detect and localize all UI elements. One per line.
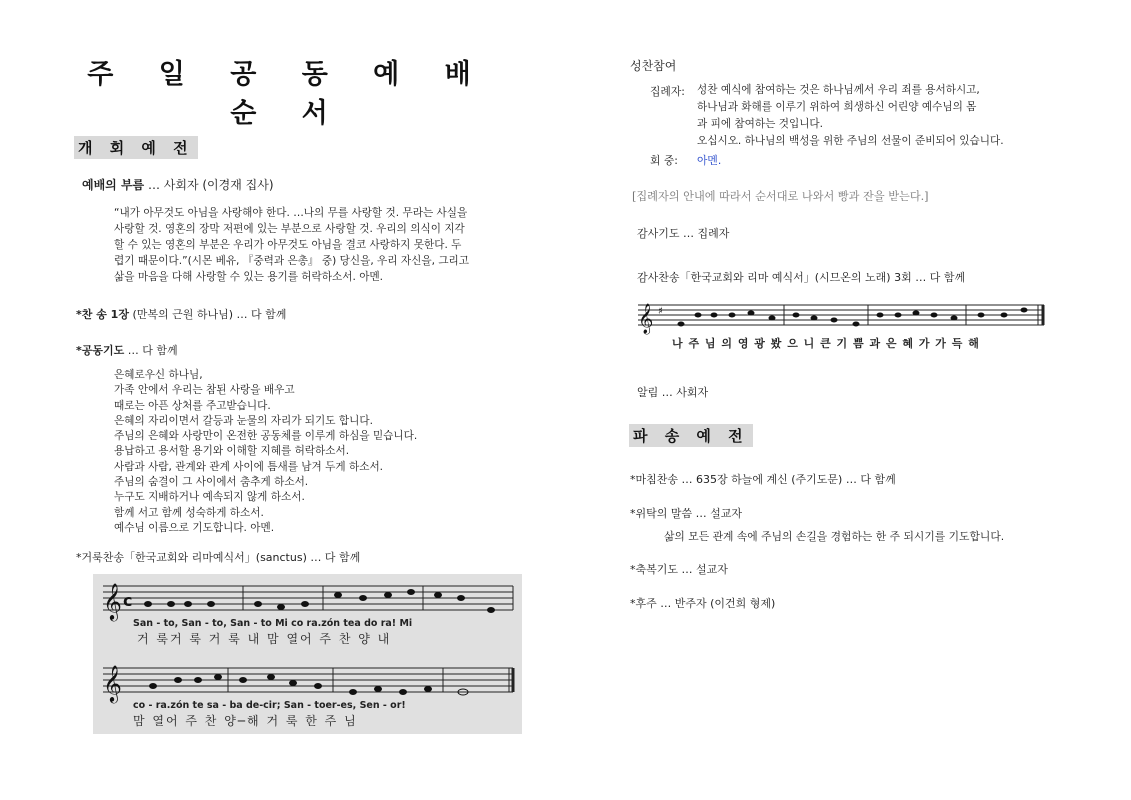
closing-hymn: *마침찬송 … 635장 하늘에 계신 (주기도문) … 다 함께	[630, 473, 896, 486]
svg-text:𝄞: 𝄞	[103, 582, 122, 620]
section-heading-opening: 개 회 예 전	[74, 136, 198, 159]
sanctus-detail: 「한국교회와 리마예식서」(sanctus) … 다 함께	[124, 551, 361, 564]
prayer-detail: … 다 함께	[124, 344, 178, 357]
svg-text:𝄞: 𝄞	[638, 304, 654, 334]
call-to-worship	[82, 176, 274, 193]
prayer-line	[76, 342, 178, 358]
congregation-response: 아멘.	[697, 154, 722, 167]
hymn-label: *찬 송 1장	[76, 308, 129, 321]
prayer-text: 은혜로우신 하나님, 가족 안에서 우리는 참된 사랑을 배우고 때로는 아픈 상처를 주고받습니다. 은혜의 자리이면서 갈등과 눈물의 자리가 되기도 합니다. 주님의 은혜와 사랑만이 온전한 공동체를 이루게 하심을 믿습니다. 용납하고 용서할 용기와 이해할 지혜를 허락하소서. 사람과 사람, 관계와 관계 사이에 틈새를 남겨 두게 하소서. 주님의 숨결이 그 사이에서 춤추게 하소서. 누구도 지배하거나 예속되지 않게 하소서. 함께 서고 함께 성숙하게 하소서. 예수님 이름으로 기도합니다. 아멘.	[114, 369, 418, 534]
opening-quote: “내가 아무것도 아님을 사랑해야 한다. …나의 무를 사랑할 것. 무라는 사실을 사랑할 것. 영혼의 장막 저편에 있는 부분으로 사랑할 것. 우리의 의식이 지각 할 수 있는 영혼의 부분은 우리가 아무것도 아님을 결코 사랑하지 못한다. 두 렵기 때문이다.”(시몬 베유, 『중력과 은총』 중) 당신을, 우리 자신을, 그리고 삶을 마음을 다해 사랑할 수 있는 용기를 허락하소서. 아멘.	[114, 207, 470, 283]
benediction: *축복기도 … 설교자	[630, 563, 728, 576]
simeon-staff	[636, 297, 1046, 337]
commission-line	[630, 505, 742, 521]
hymn-detail: (만복의 근원 하나님) … 다 함께	[128, 308, 287, 321]
sanctus-row1-korean: 거 룩거 룩 거 룩 내 맘 열어 주 찬 양 내	[137, 632, 392, 646]
commission-label: *위탁의 말씀	[630, 507, 693, 520]
call-label: 예배의 부름	[82, 178, 145, 192]
postlude: *후주 … 반주자 (이건희 형제)	[630, 597, 776, 610]
sanctus-label: *거룩찬송	[76, 551, 125, 564]
simeon-lyrics: 나 주 님 의 영 광 봤 으 니 큰 기 쁨 과 은 혜 가 가 득 해	[672, 337, 980, 350]
sanctus-score	[93, 574, 522, 734]
officiant-text: 성찬 예식에 참여하는 것은 하나님께서 우리 죄를 용서하시고, 하나님과 화해를 이루기 위하여 희생하신 어린양 예수님의 몸 과 피에 참여하는 것입니다. 오십시오. 하나님의 백성을 위한 주님의 선물이 준비되어 있습니다.	[697, 84, 1004, 147]
congregation-label: 회 중:	[650, 154, 678, 167]
prayer-label: *공동기도	[76, 344, 125, 357]
communion-heading: 성찬참여	[630, 59, 677, 73]
svg-text:c: c	[123, 591, 133, 610]
simeon-score	[636, 297, 1046, 355]
sanctus-row1-latin: San - to, San - to, San - to Mi co ra.zón tea do ra! Mi	[133, 618, 413, 629]
hymn-line	[76, 306, 286, 322]
thanks-prayer: 감사기도 … 집례자	[637, 227, 730, 240]
page-title: 주 일 공 동 예 배 순 서	[87, 59, 489, 129]
commission-text: 삶의 모든 관계 속에 주님의 손길을 경험하는 한 주 되시기를 기도합니다.	[664, 530, 1005, 543]
officiant-label: 집례자:	[650, 85, 685, 98]
sanctus-row2-latin: co - ra.zón te sa - ba de-cir; San - toer-es, Sen - or!	[133, 700, 406, 711]
sanctus-row2-korean: 맘 열어 주 찬 양─해 거 룩 한 주 님	[133, 714, 358, 728]
svg-text:♯: ♯	[658, 306, 663, 317]
svg-text:𝄞: 𝄞	[103, 664, 122, 702]
call-detail: … 사회자 (이경재 집사)	[144, 178, 274, 192]
sanctus-line	[76, 549, 360, 565]
commission-detail: … 설교자	[692, 507, 743, 520]
announcements: 알림 … 사회자	[637, 386, 709, 399]
section-heading-sending: 파 송 예 전	[629, 424, 753, 447]
communion-note: [집례자의 안내에 따라서 순서대로 나와서 빵과 잔을 받는다.]	[632, 190, 929, 203]
thanks-hymn: 감사찬송「한국교회와 리마 예식서」(시므온의 노래) 3회 … 다 함께	[637, 271, 966, 284]
